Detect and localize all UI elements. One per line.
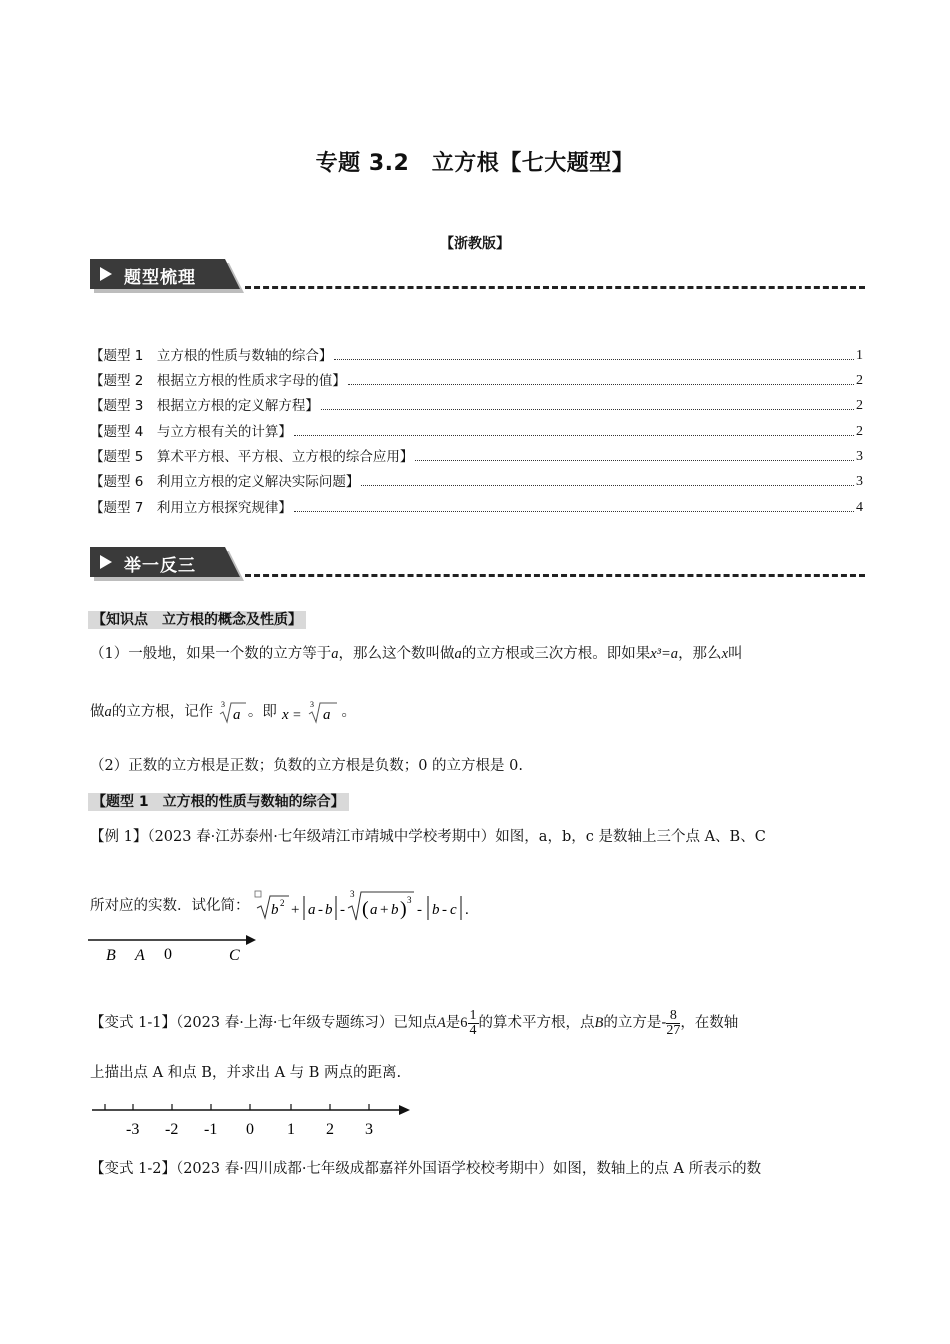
- number-line-integers: [92, 1098, 417, 1142]
- page-title: 专题 3.2 立方根【七大题型】: [315, 151, 635, 176]
- edition-label: 【浙教版】: [440, 236, 510, 252]
- knowledge-heading: 【知识点 立方根的概念及性质】: [88, 611, 306, 629]
- banner-label: 举一反三: [124, 556, 196, 576]
- toc-item-label: 【题型 3 根据立方根的定义解方程】: [90, 398, 319, 414]
- svg-text:a: a: [308, 902, 316, 918]
- toc-item-page: 4: [856, 500, 863, 515]
- axis-label-0: 0: [164, 946, 172, 963]
- toc-item-label: 【题型 7 利用立方根探究规律】: [90, 500, 292, 516]
- svg-text:(: (: [362, 898, 369, 920]
- toc-item-page: 3: [856, 474, 863, 489]
- svg-text:-: -: [442, 902, 448, 918]
- cube-root-a-formula: [218, 700, 248, 724]
- svg-text:+: +: [380, 902, 389, 918]
- toc-item[interactable]: [90, 342, 863, 364]
- variant-1-1-text: 【变式 1-1】（2023 春·上海·七年级专题练习）已知点A是6 $\frac{1}{4}$ 的算术平方根，点B的立方是- $\frac{8}{27}$ ，在数轴: [90, 1007, 739, 1038]
- toc-item[interactable]: [90, 468, 863, 490]
- svg-text:.: .: [465, 902, 469, 918]
- knowledge-paragraph-2: （2）正数的立方根是正数；负数的立方根是负数；0 的立方根是 0.: [90, 758, 524, 774]
- svg-text:a: a: [323, 707, 331, 723]
- example1-text: 【例 1】（2023 春·江苏泰州·七年级靖江市靖城中学校考期中）如图，a，b，c 是数轴上三个点 A、B、C: [90, 829, 766, 845]
- play-triangle-icon: [100, 555, 112, 569]
- toc-item-page: 2: [856, 424, 863, 439]
- tick-label: -3: [126, 1121, 140, 1138]
- simplify-expression: [254, 888, 489, 924]
- toc-item[interactable]: [90, 392, 863, 414]
- svg-text:=: =: [293, 708, 302, 723]
- toc-item-label: 【题型 6 利用立方根的定义解决实际问题】: [90, 474, 360, 490]
- tick-label: 0: [246, 1121, 254, 1138]
- variant-1-1-text-line2: 上描出点 A 和点 B，并求出 A 与 B 两点的距离.: [90, 1065, 402, 1081]
- toc-item[interactable]: [90, 443, 863, 465]
- toc-item-page: 2: [856, 398, 863, 413]
- toc-item-page: 2: [856, 373, 863, 388]
- tick-label: 3: [365, 1121, 373, 1138]
- svg-text:3: 3: [220, 700, 225, 709]
- x-equals-cube-root-formula: [281, 700, 341, 724]
- svg-text:-: -: [417, 902, 423, 918]
- svg-text:a: a: [370, 902, 378, 918]
- svg-text:b: b: [325, 902, 333, 918]
- type1-heading: 【题型 1 立方根的性质与数轴的综合】: [88, 793, 349, 811]
- play-triangle-icon: [100, 267, 112, 281]
- axis-label-a: A: [135, 947, 145, 964]
- svg-text:a: a: [232, 707, 241, 723]
- toc-item[interactable]: [90, 418, 863, 440]
- svg-text:3: 3: [350, 889, 355, 899]
- svg-text:c: c: [450, 902, 457, 918]
- toc-item-page: 3: [856, 449, 863, 464]
- toc-item-label: 【题型 2 根据立方根的性质求字母的值】: [90, 373, 346, 389]
- axis-label-c: C: [229, 947, 240, 964]
- svg-text:2: 2: [280, 898, 285, 908]
- svg-text:): ): [400, 898, 407, 920]
- svg-text:-: -: [318, 902, 324, 918]
- tick-label: 2: [326, 1121, 334, 1138]
- tick-label: -1: [204, 1121, 218, 1138]
- svg-text:3: 3: [310, 700, 315, 709]
- toc-item-label: 【题型 5 算术平方根、平方根、立方根的综合应用】: [90, 449, 414, 465]
- toc-item-label: 【题型 4 与立方根有关的计算】: [90, 424, 292, 440]
- banner-label: 题型梳理: [124, 268, 196, 288]
- toc-item-page: 1: [856, 348, 863, 363]
- example1-text-line2: 所对应的实数．试化简： b 2 + a - b - 3 ( a + b ) 3 - b - c .: [90, 888, 865, 924]
- svg-text:b: b: [391, 902, 399, 918]
- toc-item[interactable]: [90, 367, 863, 389]
- axis-label-b: B: [106, 947, 116, 964]
- section-banner-types: [90, 259, 865, 297]
- svg-text:-: -: [340, 902, 346, 918]
- variant-1-2-text: 【变式 1-2】（2023 春·四川成都·七年级成都嘉祥外国语学校校考期中）如图，数轴上的点 A 所表示的数: [90, 1161, 762, 1177]
- svg-text:b: b: [432, 902, 440, 918]
- knowledge-paragraph-1: （1）一般地，如果一个数的立方等于a，那么这个数叫做a的立方根或三次方根。即如果x³=a，那么x叫: [90, 646, 743, 662]
- section-banner-examples: [90, 547, 865, 585]
- toc-item[interactable]: [90, 494, 863, 516]
- tick-label: -2: [165, 1121, 179, 1138]
- number-line-abc: [88, 930, 268, 966]
- knowledge-paragraph-1-cont: 做a的立方根，记作 3 a 。即 x = 3 a 。: [90, 700, 356, 723]
- svg-text:+: +: [291, 902, 300, 918]
- svg-text:x: x: [282, 707, 290, 723]
- svg-text:3: 3: [407, 895, 412, 905]
- tick-label: 1: [287, 1121, 295, 1138]
- svg-text:b: b: [271, 902, 279, 918]
- toc-item-label: 【题型 1 立方根的性质与数轴的综合】: [90, 348, 333, 364]
